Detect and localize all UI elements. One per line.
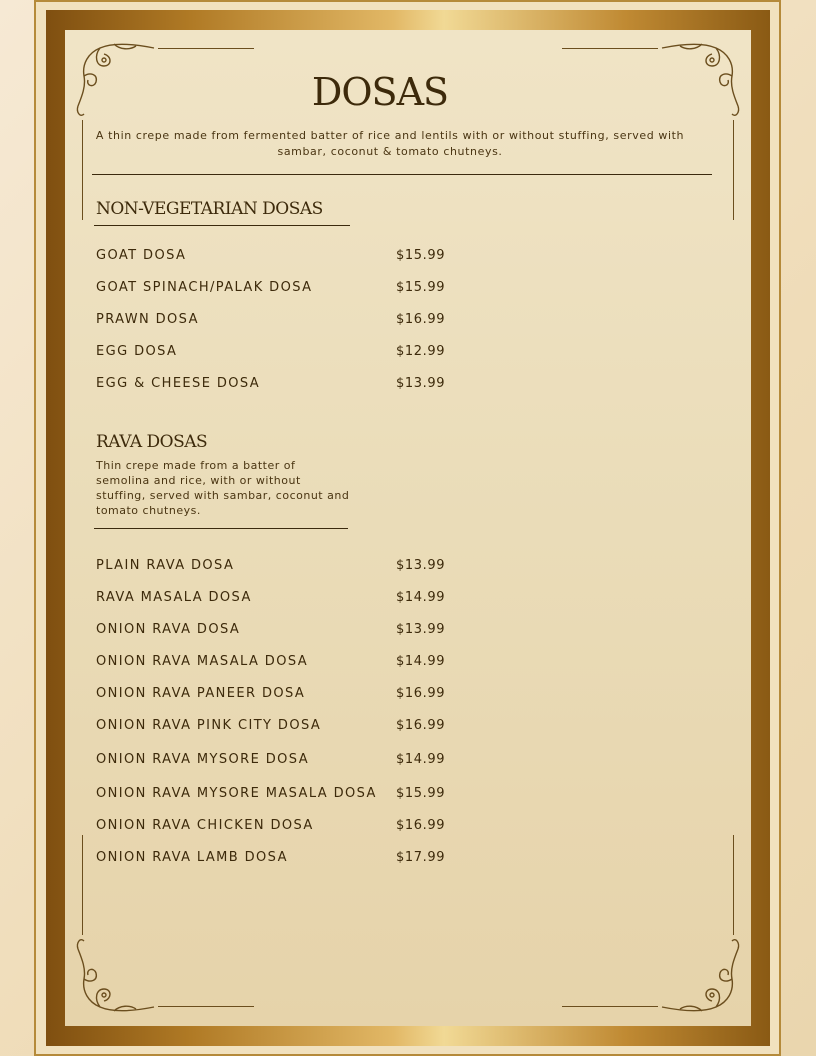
menu-item — [96, 344, 456, 362]
section-underline — [94, 528, 348, 529]
item-price: $15.99 — [396, 248, 446, 263]
left-bottom-vline — [82, 835, 83, 935]
menu-item — [96, 248, 456, 266]
item-price: $14.99 — [396, 654, 446, 669]
menu-item — [96, 558, 456, 576]
item-name: EGG & CHEESE DOSA — [96, 376, 261, 391]
item-name: ONION RAVA CHICKEN DOSA — [96, 818, 314, 833]
item-name: EGG DOSA — [96, 344, 178, 359]
corner-flourish-icon — [658, 935, 742, 1015]
menu-item — [96, 622, 456, 640]
menu-item — [96, 850, 456, 868]
menu-item — [96, 752, 456, 770]
menu-item — [96, 376, 456, 394]
item-price: $13.99 — [396, 558, 446, 573]
section-title-rava: RAVA DOSAS — [96, 432, 208, 452]
item-name: PRAWN DOSA — [96, 312, 199, 327]
item-price: $12.99 — [396, 344, 446, 359]
menu-item — [96, 786, 456, 804]
item-name: ONION RAVA MASALA DOSA — [96, 654, 309, 669]
menu-item — [96, 654, 456, 672]
page-title: DOSAS — [311, 70, 449, 114]
bottom-right-rule — [562, 1006, 658, 1007]
item-name: ONION RAVA MYSORE MASALA DOSA — [96, 786, 377, 801]
item-price: $16.99 — [396, 818, 446, 833]
item-name: ONION RAVA PANEER DOSA — [96, 686, 306, 701]
right-top-vline — [733, 120, 734, 220]
item-price: $15.99 — [396, 280, 446, 295]
item-name: RAVA MASALA DOSA — [96, 590, 252, 605]
item-price: $13.99 — [396, 376, 446, 391]
corner-flourish-icon — [74, 935, 158, 1015]
left-top-vline — [82, 120, 83, 220]
item-name: GOAT SPINACH/PALAK DOSA — [96, 280, 313, 295]
item-name: ONION RAVA PINK CITY DOSA — [96, 718, 322, 733]
item-price: $16.99 — [396, 312, 446, 327]
item-price: $14.99 — [396, 752, 446, 767]
item-price: $17.99 — [396, 850, 446, 865]
right-bottom-vline — [733, 835, 734, 935]
item-price: $16.99 — [396, 718, 446, 733]
item-name: PLAIN RAVA DOSA — [96, 558, 235, 573]
item-name: ONION RAVA MYSORE DOSA — [96, 752, 309, 767]
item-name: ONION RAVA DOSA — [96, 622, 241, 637]
section-underline — [94, 225, 350, 226]
menu-item — [96, 590, 456, 608]
section-title-non-veg: NON-VEGETARIAN DOSAS — [96, 199, 323, 219]
header-divider — [92, 174, 712, 175]
item-price: $13.99 — [396, 622, 446, 637]
menu-item — [96, 718, 456, 736]
menu-intro: A thin crepe made from fermented batter of rice and lentils with or without stuffing, served with sambar, coconut & tomato chutneys. — [95, 129, 685, 158]
item-name: ONION RAVA LAMB DOSA — [96, 850, 288, 865]
menu-item — [96, 818, 456, 836]
item-name: GOAT DOSA — [96, 248, 187, 263]
item-price: $15.99 — [396, 786, 446, 801]
top-left-rule — [158, 48, 254, 49]
section-description: Thin crepe made from a batter of semolina and rice, with or without stuffing, served with sambar, coconut and tomato chutneys. — [96, 459, 350, 517]
bottom-left-rule — [158, 1006, 254, 1007]
menu-item — [96, 280, 456, 298]
menu-item — [96, 686, 456, 704]
item-price: $14.99 — [396, 590, 446, 605]
top-right-rule — [562, 48, 658, 49]
menu-item — [96, 312, 456, 330]
item-price: $16.99 — [396, 686, 446, 701]
